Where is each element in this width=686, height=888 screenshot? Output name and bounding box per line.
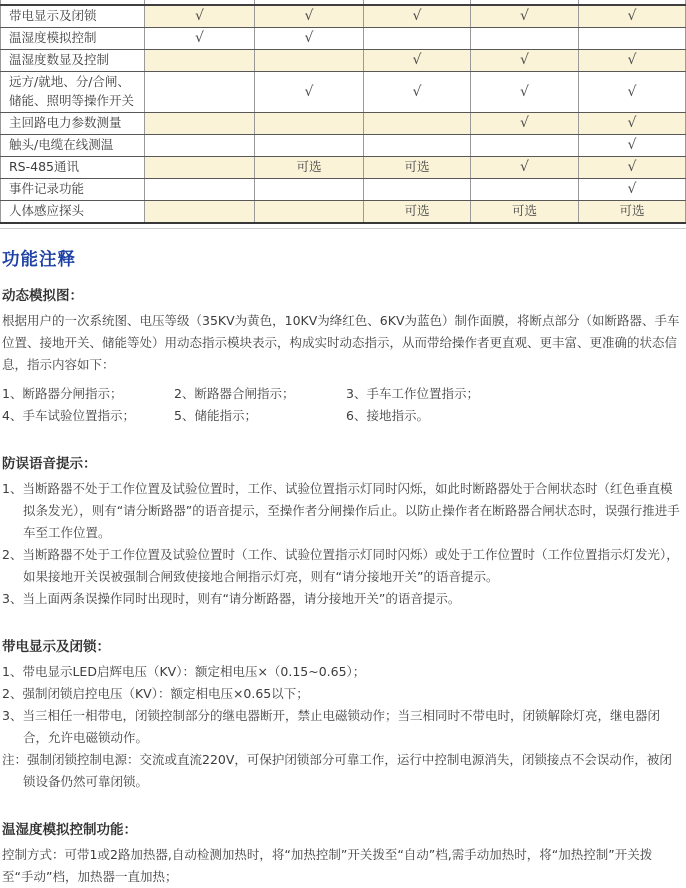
feature-value-cell: √ [255, 28, 364, 50]
item-marker: 3、 [2, 590, 23, 606]
feature-value-cell [145, 201, 255, 223]
indicator-list [2, 383, 682, 427]
feature-value-cell: 可选 [579, 201, 686, 223]
feature-value-cell [145, 72, 255, 113]
feature-value-cell [255, 179, 364, 201]
feature-value-cell [255, 50, 364, 72]
feature-value-cell [145, 50, 255, 72]
section-dynamic-mimic [2, 284, 682, 427]
numbered-list [2, 478, 682, 610]
feature-value-cell: √ [579, 72, 686, 113]
feature-value-cell: √ [145, 28, 255, 50]
feature-value-cell [471, 179, 579, 201]
list-item [2, 661, 682, 683]
feature-value-cell [255, 201, 364, 223]
feature-value-cell: √ [579, 179, 686, 201]
feature-value-cell: √ [471, 157, 579, 179]
feature-value-cell [364, 28, 471, 50]
feature-value-cell: √ [471, 72, 579, 113]
page-title: 功能注释 [2, 249, 76, 270]
item-marker: 3、 [2, 707, 23, 723]
section-paragraph: 根据用户的一次系统图、电压等级（35KV为黄色，10KV为绛红色、6KV为蓝色）制作面膜，将断点部分（如断路器、手车位置、接地开关、储能等处）用动态指示模块表示，构成实时动态指示，从而带给操作者更直观、更丰富、更准确的状态信息，指示内容如下： [2, 312, 680, 372]
feature-label-cell: 温湿度模拟控制 [1, 28, 145, 50]
list-item: 4、手车试验位置指示； [2, 407, 135, 423]
feature-value-cell: √ [364, 72, 471, 113]
table-row [1, 5, 686, 28]
feature-label-cell: 人体感应探头 [1, 201, 145, 223]
feature-value-cell: √ [364, 5, 471, 28]
feature-value-cell [255, 135, 364, 157]
section-heading: 动态模拟图： [2, 287, 83, 304]
list-item [2, 705, 682, 749]
table-row [1, 179, 686, 201]
item-text: 当上面两条误操作同时出现时，则有“请分断路器，请分接地开关”的语音提示。 [22, 590, 461, 606]
feature-label-cell: 温湿度数显及控制 [1, 50, 145, 72]
numbered-list [2, 661, 682, 793]
item-text: 强制闭锁控制电源：交流或直流220V，可保护闭锁部分可靠工作，运行中控制电源消失，闭锁接点不会误动作，被闭锁设备仍然可靠闭锁。 [23, 751, 672, 789]
section-humidity-control [2, 818, 682, 888]
feature-label-cell: 主回路电力参数测量 [1, 113, 145, 135]
item-text: 强制闭锁启控电压（KV）：额定相电压×0.65以下； [22, 685, 309, 701]
section-heading: 温湿度模拟控制功能： [2, 821, 137, 838]
feature-label-cell: 事件记录功能 [1, 179, 145, 201]
list-item [2, 544, 682, 588]
table-row [1, 28, 686, 50]
table-row [1, 50, 686, 72]
feature-value-cell: √ [255, 72, 364, 113]
feature-value-cell [471, 28, 579, 50]
feature-table [0, 0, 686, 224]
feature-label-cell: 触头/电缆在线测温 [1, 135, 145, 157]
feature-value-cell [579, 28, 686, 50]
feature-label-cell: RS-485通讯 [1, 157, 145, 179]
item-marker: 2、 [2, 685, 23, 701]
list-item: 3、手车工作位置指示； [346, 385, 479, 401]
item-text: 带电显示LED启辉电压（KV）：额定相电压×（0.15~0.65）； [22, 663, 366, 679]
list-item: 6、接地指示。 [346, 407, 429, 423]
list-item: 1、断路器分闸指示； [2, 385, 123, 401]
feature-value-cell [364, 113, 471, 135]
section-voice-warning [2, 452, 682, 610]
item-marker: 2、 [2, 546, 23, 562]
feature-value-cell: √ [579, 135, 686, 157]
section-paragraph: 控制方式：可带1或2路加热器,自动检测加热时，将“加热控制”开关拨至“自动”档,需手动加热时，将“加热控制”开关拨至“手动”档，加热器一直加热； [2, 846, 653, 884]
section-heading: 带电显示及闭锁： [2, 638, 110, 655]
feature-value-cell: √ [364, 50, 471, 72]
feature-value-cell: √ [579, 5, 686, 28]
notes-content [0, 246, 686, 888]
feature-value-cell [471, 135, 579, 157]
feature-value-cell: √ [145, 5, 255, 28]
feature-value-cell: √ [471, 5, 579, 28]
feature-value-cell: 可选 [471, 201, 579, 223]
table-row [1, 201, 686, 223]
table-row [1, 135, 686, 157]
feature-value-cell [364, 135, 471, 157]
feature-value-cell [145, 135, 255, 157]
feature-value-cell: √ [579, 113, 686, 135]
feature-value-cell: √ [471, 50, 579, 72]
table-row [1, 157, 686, 179]
feature-value-cell [145, 113, 255, 135]
table-row [1, 113, 686, 135]
item-text: 当断路器不处于工作位置及试验位置时（工作、试验位置指示灯同时闪烁）或处于工作位置时（工作位置指示灯发光），如果接地开关误被强制合闸致使接地合闸指示灯亮，则有“请分接地开关”的语音提示。 [22, 546, 679, 584]
feature-value-cell [145, 157, 255, 179]
feature-value-cell: √ [579, 50, 686, 72]
feature-value-cell: √ [255, 5, 364, 28]
item-marker: 1、 [2, 663, 23, 679]
list-item-note [2, 749, 682, 793]
feature-value-cell: √ [579, 157, 686, 179]
list-item [2, 683, 682, 705]
item-marker: 注： [2, 751, 28, 767]
item-text: 当断路器不处于工作位置及试验位置时，工作、试验位置指示灯同时闪烁，如此时断路器处于合闸状态时（红色垂直模拟条发光），则有“请分断路器”的语音提示，至操作者分闸操作后止。以防止操作者在断路器合闸状态时，误强行推进手车至工作位置。 [22, 480, 680, 540]
item-marker: 1、 [2, 480, 23, 496]
feature-value-cell: 可选 [364, 157, 471, 179]
feature-value-cell [364, 179, 471, 201]
section-heading: 防误语音提示： [2, 455, 97, 472]
feature-label-cell: 远方/就地、分/合闸、储能、照明等操作开关 [1, 72, 145, 113]
list-item [2, 478, 682, 544]
list-item [2, 588, 682, 610]
section-live-display-interlock [2, 635, 682, 793]
table-row [1, 72, 686, 113]
item-text: 当三相任一相带电，闭锁控制部分的继电器断开，禁止电磁锁动作；当三相同时不带电时，闭锁解除灯亮，继电器闭合，允许电磁锁动作。 [22, 707, 660, 745]
divider-line [0, 228, 686, 229]
list-item: 2、断路器合闸指示； [174, 385, 295, 401]
feature-value-cell [255, 113, 364, 135]
feature-label-cell: 带电显示及闭锁 [1, 5, 145, 28]
feature-value-cell: 可选 [255, 157, 364, 179]
list-item: 5、储能指示； [174, 407, 257, 423]
feature-value-cell [145, 179, 255, 201]
feature-value-cell: √ [471, 113, 579, 135]
feature-value-cell: 可选 [364, 201, 471, 223]
